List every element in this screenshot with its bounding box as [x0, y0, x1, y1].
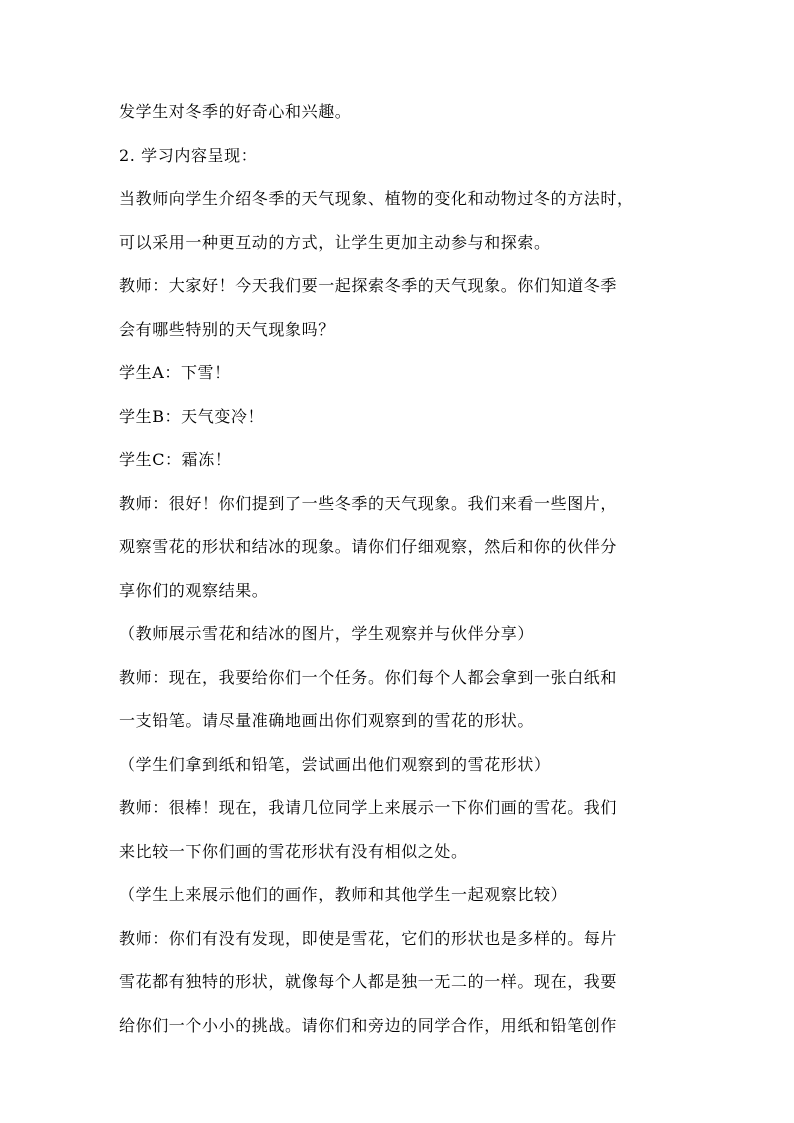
teacher-dialogue-line: 教师：你们有没有发现，即使是雪花，它们的形状也是多样的。每片	[119, 928, 618, 948]
text-line: 给你们一个小小的挑战。请你们和旁边的同学合作，用纸和铅笔创作	[119, 1015, 618, 1035]
text-line: 来比较一下你们画的雪花形状有没有相似之处。	[119, 841, 468, 861]
text-line: 会有哪些特别的天气现象吗？	[119, 319, 335, 339]
text-line: 雪花都有独特的形状，就像每个人都是独一无二的一样。现在，我要	[119, 972, 618, 991]
text-line: 享你们的观察结果。	[119, 580, 269, 600]
student-dialogue-line: 学生A：下雪！	[119, 363, 231, 382]
text-line: 当教师向学生介绍冬季的天气现象、植物的变化和动物过冬的方法时，	[119, 189, 634, 208]
document-body	[119, 102, 679, 1059]
text-line: 观察雪花的形状和结冰的现象。请你们仔细观察，然后和你的伙伴分	[119, 537, 618, 556]
teacher-dialogue-line: 教师：很棒！现在，我请几位同学上来展示一下你们画的雪花。我们	[119, 798, 618, 817]
text-line: 发学生对冬季的好奇心和兴趣。	[119, 102, 352, 121]
text-line: 可以采用一种更互动的方式，让学生更加主动参与和探索。	[119, 232, 551, 252]
teacher-dialogue-line: 教师：大家好！今天我们要一起探索冬季的天气现象。你们知道冬季	[119, 276, 618, 295]
stage-direction-line: （学生们拿到纸和铅笔，尝试画出他们观察到的雪花形状）	[119, 754, 551, 774]
student-dialogue-line: 学生B：天气变冷！	[119, 406, 265, 426]
section-heading: 2. 学习内容呈现：	[119, 145, 258, 165]
stage-direction-line: （教师展示雪花和结冰的图片，学生观察并与伙伴分享）	[119, 624, 535, 643]
teacher-dialogue-line: 教师：很好！你们提到了一些冬季的天气现象。我们来看一些图片，	[119, 493, 618, 513]
stage-direction-line: （学生上来展示他们的画作，教师和其他学生一起观察比较）	[119, 885, 568, 904]
teacher-dialogue-line: 教师：现在，我要给你们一个任务。你们每个人都会拿到一张白纸和	[119, 667, 618, 687]
text-line: 一支铅笔。请尽量准确地画出你们观察到的雪花的形状。	[119, 711, 535, 730]
student-dialogue-line: 学生C：霜冻！	[119, 450, 232, 469]
